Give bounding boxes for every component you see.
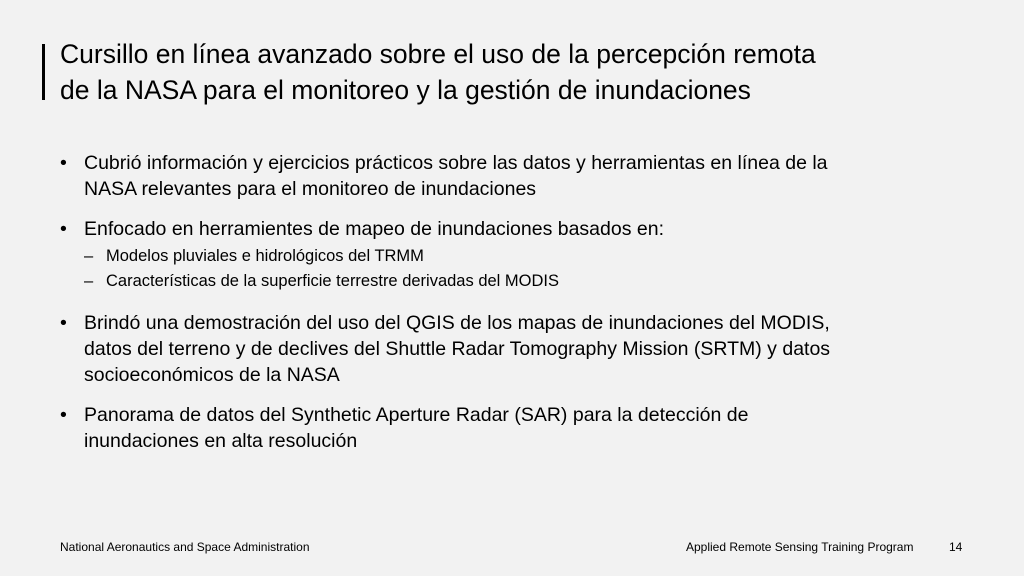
dash-icon: – xyxy=(84,272,94,290)
slide-title xyxy=(60,36,1000,108)
sub-bullet-list xyxy=(60,244,990,294)
bullet-text-line: NASA relevantes para el monitoreo de inundaciones xyxy=(84,178,537,200)
bullet-text-line: Panorama de datos del Synthetic Aperture Radar (SAR) para la detección de xyxy=(84,404,749,426)
sub-bullet-item xyxy=(60,269,990,294)
bullet-text-line: datos del terreno y de declives del Shuttle Radar Tomography Mission (SRTM) y datos xyxy=(84,338,831,360)
bullet-item xyxy=(60,150,990,202)
sub-bullet-group xyxy=(60,244,990,294)
bullet-item xyxy=(60,310,990,388)
slide-content xyxy=(60,150,990,468)
bullet-icon: • xyxy=(60,152,67,174)
title-accent-bar xyxy=(42,44,45,100)
sub-bullet-text: Modelos pluviales e hidrológicos del TRMM xyxy=(106,247,424,265)
bullet-icon: • xyxy=(60,312,67,334)
bullet-text-line: Cubrió información y ejercicios prácticos sobre las datos y herramientas en línea de la xyxy=(84,152,828,174)
bullet-icon: • xyxy=(60,218,67,240)
bullet-item xyxy=(60,402,990,454)
sub-bullet-item xyxy=(60,244,990,269)
bullet-text-line: inundaciones en alta resolución xyxy=(84,430,358,452)
bullet-item xyxy=(60,216,990,242)
footer-program: Applied Remote Sensing Training Program xyxy=(686,540,914,554)
slide-title-line: Cursillo en línea avanzado sobre el uso de la percepción remota xyxy=(60,39,816,69)
bullet-text-line: Brindó una demostración del uso del QGIS de los mapas de inundaciones del MODIS, xyxy=(84,312,830,334)
bullet-icon: • xyxy=(60,404,67,426)
footer-organization: National Aeronautics and Space Administration xyxy=(60,540,310,554)
dash-icon: – xyxy=(84,247,94,265)
bullet-list xyxy=(60,150,990,454)
sub-bullet-text: Características de la superficie terrestre derivadas del MODIS xyxy=(106,272,560,290)
bullet-text-line: Enfocado en herramientes de mapeo de inundaciones basados en: xyxy=(84,218,664,240)
bullet-text-line: socioeconómicos de la NASA xyxy=(84,364,340,386)
page-number: 14 xyxy=(949,540,963,554)
slide-title-line: de la NASA para el monitoreo y la gestión de inundaciones xyxy=(60,75,751,105)
